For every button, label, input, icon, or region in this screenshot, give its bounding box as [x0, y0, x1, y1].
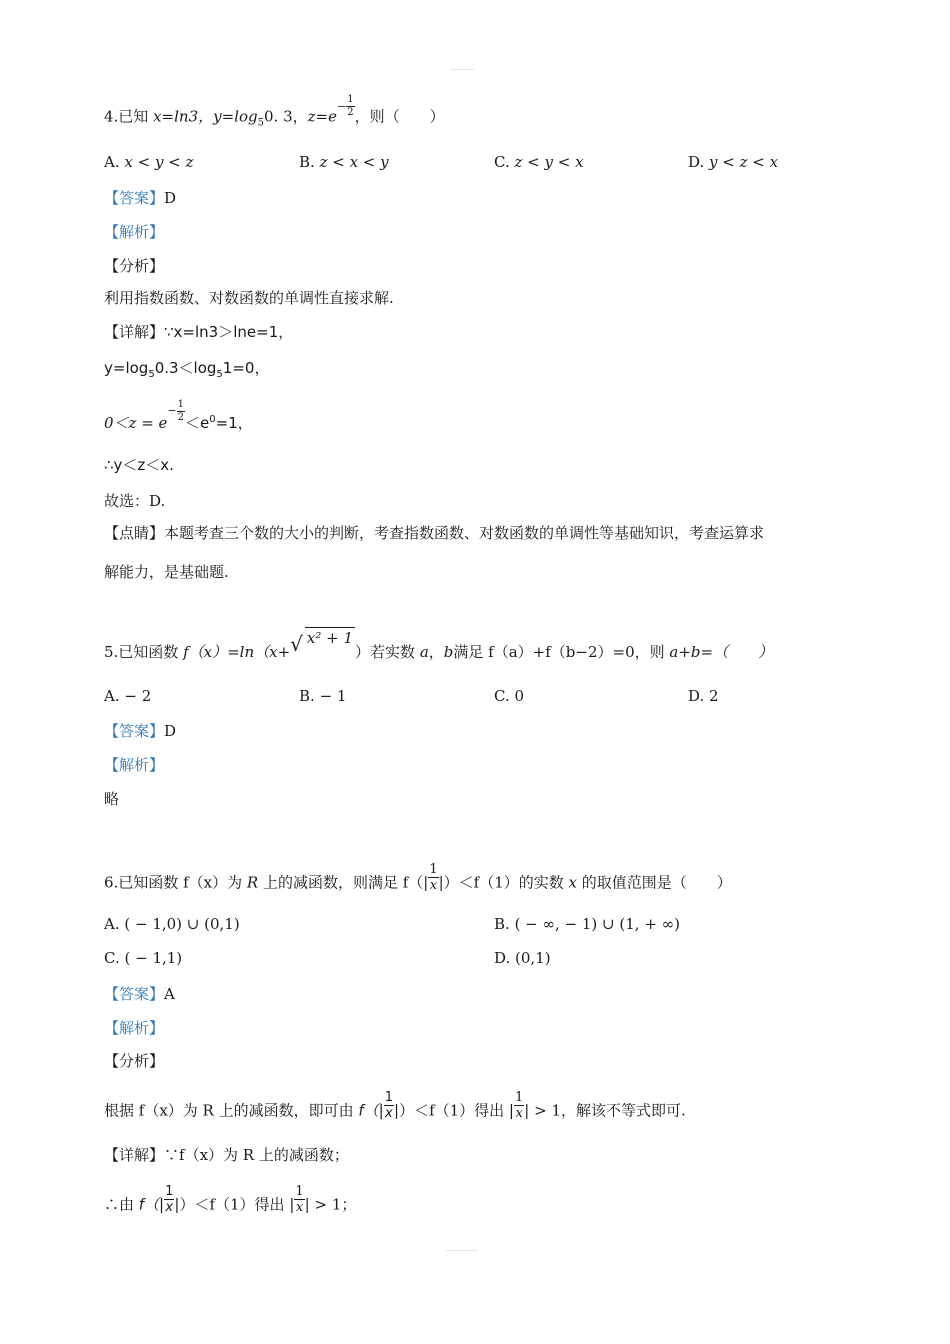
q4-analysis-tag: 【解析】 — [104, 223, 165, 241]
q5-answer: 【答案】D — [104, 722, 177, 740]
q5-option-a[interactable]: A. − 2 — [104, 687, 152, 705]
q4-fenxi-tag: 【分析】 — [104, 257, 165, 275]
q4-dianjing-2: 解能力，是基础题. — [104, 563, 229, 581]
q6-fenxi-text: 根据 f（x）为 R 上的减函数，即可由 f（| $\frac{1}{x}$ |）＜f（1）得出 | $\frac{1}{x}$ | > 1，解该不等式即可. — [104, 1090, 686, 1121]
q6-fenxi-tag: 【分析】 — [104, 1052, 165, 1070]
q6-option-c[interactable]: C. ( − 1,1) — [104, 949, 183, 967]
page-top-mark — [450, 69, 474, 70]
q5-option-b[interactable]: B. − 1 — [299, 687, 347, 705]
q4-option-c[interactable]: C. z < y < x — [494, 153, 584, 171]
q6-option-d[interactable]: D. (0,1) — [494, 949, 551, 967]
q4-fenxi-text: 利用指数函数、对数函数的单调性直接求解. — [104, 289, 394, 307]
q4-option-a[interactable]: A. x < y < z — [104, 153, 194, 171]
q6-stem: 6.已知函数 f（x）为 R 上的减函数，则满足 f（| $\frac{1}{x}$ |）＜f（1）的实数 x 的取值范围是（ ） — [104, 862, 732, 893]
q4-detail-3: $0<z = e^{- \frac{1}{2}}$ $<e^0=1$， — [104, 398, 253, 432]
q5-stem: 5.已知函数 f（x）=ln（x+√ x² + 1）若实数 a，b满足 f（a）+f（b−2）=0，则 a+b=（ ） — [104, 629, 774, 661]
q5-option-c[interactable]: C. 0 — [494, 687, 525, 705]
q4-detail-4: ∴y＜z＜x. — [104, 456, 174, 474]
q4-choose: 故选：D. — [104, 492, 166, 510]
q6-analysis-tag: 【解析】 — [104, 1019, 165, 1037]
q6-option-b[interactable]: B. ( − ∞, − 1) ∪ (1, + ∞) — [494, 915, 681, 933]
q6-answer: 【答案】A — [104, 985, 175, 1003]
q4-detail-2: $y=\log_50.3<\log_51=0$， — [104, 359, 270, 380]
q4-dianjing-1: 【点睛】本题考查三个数的大小的判断，考查指数函数、对数函数的单调性等基础知识，考查运算求 — [104, 524, 765, 542]
q5-analysis-text: 略 — [104, 790, 120, 808]
q6-option-a[interactable]: A. ( − 1,0) ∪ (0,1) — [104, 915, 240, 933]
q4-answer: 【答案】D — [104, 189, 177, 207]
q5-option-d[interactable]: D. 2 — [688, 687, 719, 705]
page-bottom-mark — [446, 1250, 478, 1251]
q6-detail-2: ∴由 f（| $\frac{1}{x}$ |）＜f（1）得出 | $\frac{1}{x}$ | > 1； — [104, 1184, 357, 1215]
q4-option-d[interactable]: D. y < z < x — [688, 153, 779, 171]
q6-detail-1: 【详解】∵f（x）为 R 上的减函数； — [104, 1146, 349, 1164]
q4-stem: 4.已知 x=ln3，$y=\log_50$. 3，$z=e^{- \frac{1}{2}}$ ，则（ ） — [104, 94, 445, 129]
q4-detail-1: 【详解】∵x=ln3＞lne=1， — [104, 323, 294, 341]
q5-analysis-tag: 【解析】 — [104, 756, 165, 774]
q4-option-b[interactable]: B. z < x < y — [299, 153, 389, 171]
